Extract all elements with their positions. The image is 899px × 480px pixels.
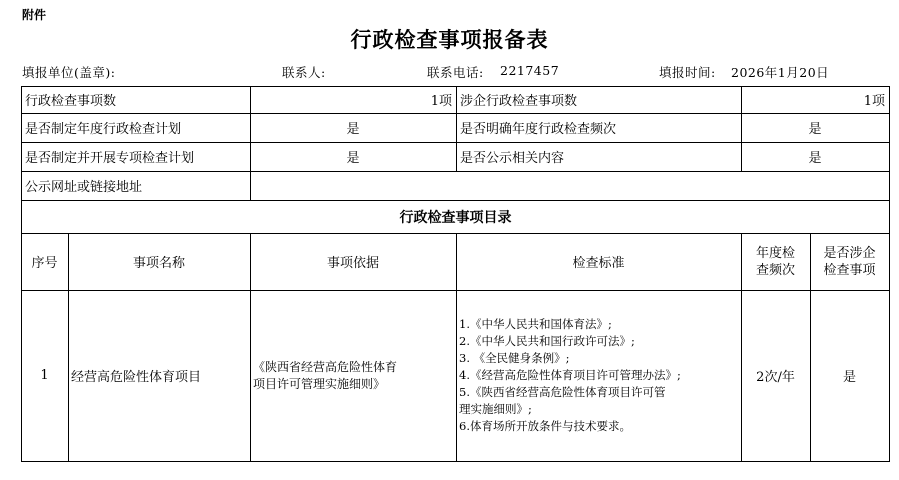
contact-label: 联系人: [282, 65, 326, 80]
label-publicity-url: 公示网址或链接地址 [25, 180, 143, 195]
page-title: 行政检查事项报备表 [350, 27, 549, 52]
header-item-basis: 事项依据 [326, 256, 379, 271]
value-inspection-count: 1项 [430, 94, 452, 109]
fill-date-label: 填报时间: [659, 65, 716, 80]
standard-item: 1.《中华人民共和国体育法》; [459, 317, 612, 331]
row-item-basis-line1: 《陕西省经营高危险性体育 [253, 359, 398, 374]
label-special-plan: 是否制定并开展专项检查计划 [25, 151, 195, 166]
attachment-label: 附件 [22, 8, 47, 22]
value-annual-frequency: 是 [808, 122, 822, 137]
catalog-title: 行政检查事项目录 [399, 209, 512, 226]
value-enterprise-inspection-count: 1项 [863, 94, 885, 109]
value-publicity: 是 [808, 151, 822, 166]
row-seq: 1 [40, 368, 49, 383]
phone-label: 联系电话: [427, 65, 484, 80]
label-publicity: 是否公示相关内容 [460, 151, 565, 166]
label-annual-frequency: 是否明确年度行政检查频次 [460, 122, 617, 137]
value-annual-plan: 是 [346, 122, 360, 137]
fill-unit-label: 填报单位(盖章): [22, 65, 116, 80]
standard-item: 4.《经营高危险性体育项目许可管理办法》; [459, 368, 681, 382]
header-enterprise-related-line2: 检查事项 [823, 262, 876, 278]
header-annual-frequency-line2: 查频次 [755, 262, 795, 278]
standard-item: 3. 《全民健身条例》; [459, 351, 570, 365]
standard-item: 6.体育场所开放条件与技术要求。 [459, 419, 631, 433]
value-publicity-url [250, 171, 889, 200]
phone-value: 2217457 [500, 63, 560, 78]
standard-item: 2.《中华人民共和国行政许可法》; [459, 334, 635, 348]
value-special-plan: 是 [346, 151, 360, 166]
fill-date-value: 2026年1月20日 [731, 65, 830, 80]
header-enterprise-related [810, 233, 889, 290]
standard-item: 理实施细则》; [459, 402, 532, 416]
header-inspection-standard: 检查标准 [572, 256, 625, 271]
row-enterprise-related: 是 [842, 370, 856, 385]
row-inspection-standard [456, 290, 741, 461]
row-item-name: 经营高危险性体育项目 [71, 370, 202, 385]
row-item-basis [250, 290, 456, 461]
row-annual-frequency: 2次/年 [756, 370, 795, 385]
label-enterprise-inspection-count: 涉企行政检查事项数 [460, 94, 578, 109]
header-annual-frequency-line1: 年度检 [755, 245, 795, 261]
label-inspection-count: 行政检查事项数 [25, 94, 117, 109]
header-seq: 序号 [31, 256, 58, 271]
header-item-name: 事项名称 [132, 256, 185, 271]
label-annual-plan: 是否制定年度行政检查计划 [25, 122, 182, 137]
row-item-basis-line2: 项目许可管理实施细则》 [253, 376, 386, 391]
header-annual-frequency [741, 233, 810, 290]
header-enterprise-related-line1: 是否涉企 [823, 245, 876, 261]
standard-item: 5.《陕西省经营高危险性体育项目许可管 [459, 385, 666, 399]
